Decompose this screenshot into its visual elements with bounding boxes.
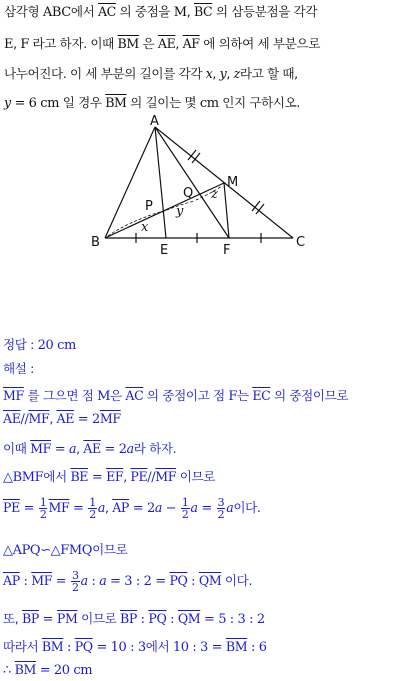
question-line-4: y = 6 cm 일 경우 $\overline{BM}$ 의 길이는 몇 cm 인지 구하시오. xyxy=(4,95,301,111)
label-b: B xyxy=(91,235,100,250)
label-a: A xyxy=(150,114,159,129)
label-p: P xyxy=(145,199,153,214)
question-line-3: 나누어진다. 이 세 부분의 길이를 각각 x, y, z라고 할 때, xyxy=(4,66,298,81)
explanation-label: 해설 : xyxy=(3,361,34,376)
solution-line-10: ∴ $\overline{BM} = 20$ cm xyxy=(3,662,93,678)
label-c: C xyxy=(296,235,306,250)
label-f: F xyxy=(223,243,231,258)
brace-z xyxy=(196,186,222,200)
solution-line-6: △APQ∽△FMQ이므로 xyxy=(3,542,128,558)
segment-bm xyxy=(105,183,224,238)
solution-line-2: $\overline{AE}//\overline{MF}$, $\overline{AE} = 2\overline{MF}$ xyxy=(3,411,121,427)
label-y: y xyxy=(176,204,184,219)
label-z: z xyxy=(211,187,218,202)
side-ac xyxy=(155,127,293,238)
segment-ae xyxy=(155,127,166,238)
solution-line-9: 따라서 $\overline{BM}$ : $\overline{PQ} = 10$ : 3에서 10 : $3 = \overline{BM}$ : 6 xyxy=(3,639,267,655)
question-line-2: E, F 라고 하자. 이때 $\overline{BM}$ 은 $\overline{AE}$, $\overline{AF}$ 에 의하여 세 부분으로 xyxy=(4,36,320,52)
answer-line: 정답 : 20 cm xyxy=(3,337,76,353)
solution-line-8: 또, $\overline{BP} = \overline{PM}$ 이므로 $\overline{BP}$ : $\overline{PQ}$ : $\overline{QM} = 5$ : 3 : 2 xyxy=(3,611,265,627)
solution-line-3: 이때 $\overline{MF} = a$, $\overline{AE} = 2a$라 하자. xyxy=(3,441,177,457)
label-q: Q xyxy=(183,186,194,201)
label-m: M xyxy=(227,175,239,190)
question-line-1: 삼각형 ABC에서 $\overline{AC}$ 의 중점을 M, $\overline{BC}$ 의 삼등분점을 각각 xyxy=(4,4,318,20)
solution-line-5: $\overline{PE}$ = $\frac{1}{2}$ $\overline{MF}$ = $\frac{1}{2}$ a, $\overline{AP} = 2a$ − $\frac{1}{2}$ a = $\frac{3}{2}$ a이다. xyxy=(3,496,261,521)
label-x: x xyxy=(141,220,149,235)
segment-mf xyxy=(224,183,229,238)
solution-line-1: $\overline{MF}$ 를 그으면 점 M은 $\overline{AC}$ 의 중점이고 점 F는 $\overline{EC}$ 의 중점이므로 xyxy=(3,388,349,404)
label-e: E xyxy=(160,243,169,258)
solution-line-4: △BMF에서 $\overline{BE} = \overline{EF}$, $\overline{PE}//\overline{MF}$ 이므로 xyxy=(3,469,216,485)
solution-line-7: $\overline{AP}$ : $\overline{MF}$ = $\frac{3}{2}$ a : a = 3 : $2 = \overline{PQ}$ : $\overline{QM}$ 이다. xyxy=(3,569,253,594)
segment-af xyxy=(155,127,229,238)
